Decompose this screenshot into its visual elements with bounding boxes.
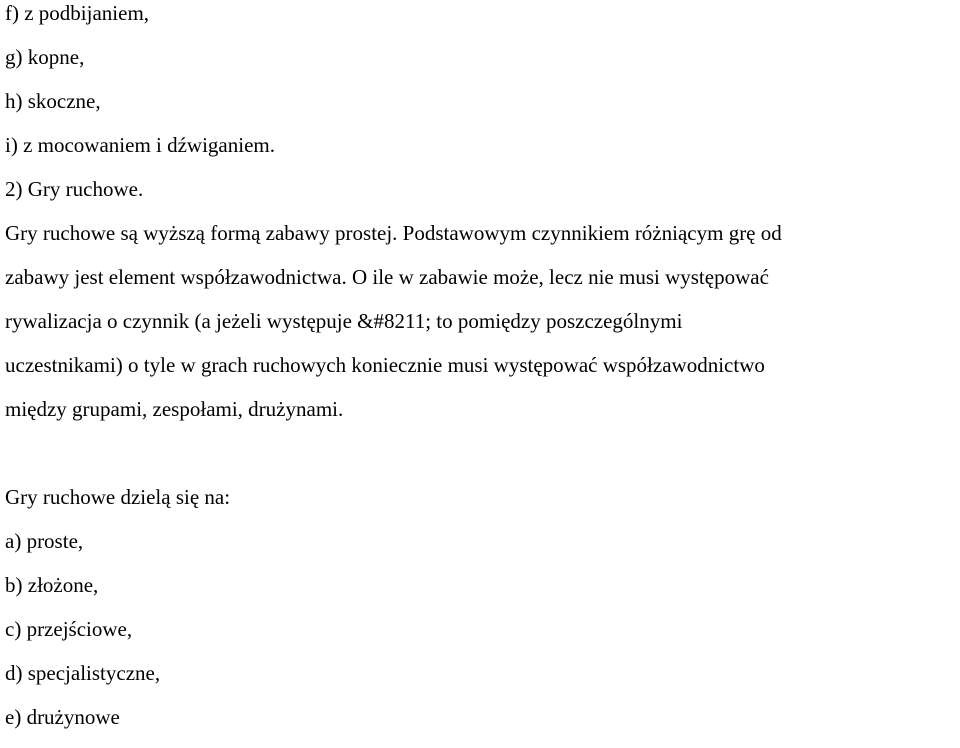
paragraph-line-4: uczestnikami) o tyle w grach ruchowych koniecznie musi występować współzawodnictwo [5, 353, 765, 377]
list-item-f: f) z podbijaniem, [5, 1, 150, 25]
paragraph-line-2: zabawy jest element współzawodnictwa. O ile w zabawie może, lecz nie musi występować [5, 265, 769, 289]
list-item-c: c) przejściowe, [5, 617, 133, 641]
list-item-b: b) złożone, [5, 573, 99, 597]
paragraph-line-1: Gry ruchowe są wyższą formą zabawy prostej. Podstawowym czynnikiem różniącym grę od [5, 221, 782, 245]
document-page [5, 0, 960, 748]
paragraph-line-3: rywalizacja o czynnik (a jeżeli występuje &#8211; to pomiędzy poszczególnymi [5, 309, 683, 333]
list-item-h: h) skoczne, [5, 89, 101, 113]
list-item-e: e) drużynowe [5, 705, 120, 729]
list-item-a: a) proste, [5, 529, 84, 553]
section-heading: 2) Gry ruchowe. [5, 177, 144, 201]
paragraph-line-5: między grupami, zespołami, drużynami. [5, 397, 344, 421]
list-item-g: g) kopne, [5, 45, 85, 69]
subheading: Gry ruchowe dzielą się na: [5, 485, 231, 509]
blank-line [5, 440, 960, 484]
list-item-d: d) specjalistyczne, [5, 661, 161, 685]
list-item-i: i) z mocowaniem i dźwiganiem. [5, 133, 275, 157]
